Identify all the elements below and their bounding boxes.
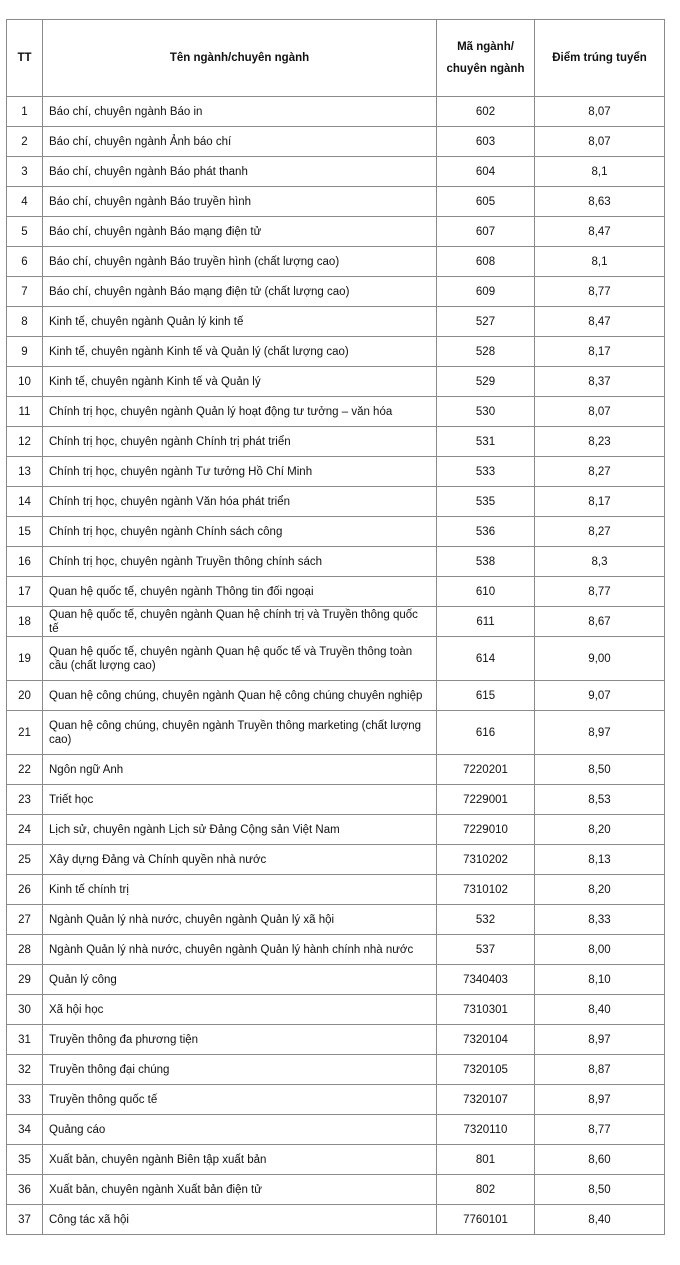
row-major-name: Chính trị học, chuyên ngành Tư tưởng Hồ Chí Minh [43, 457, 437, 487]
row-major-code: 7229010 [437, 815, 535, 845]
row-score: 9,00 [535, 637, 665, 681]
row-major-name: Chính trị học, chuyên ngành Quản lý hoạt động tư tưởng – văn hóa [43, 397, 437, 427]
table-row [7, 457, 665, 487]
row-score: 8,3 [535, 547, 665, 577]
table-row [7, 427, 665, 457]
row-major-name: Chính trị học, chuyên ngành Văn hóa phát triển [43, 487, 437, 517]
row-major-name: Báo chí, chuyên ngành Báo mạng điện tử (chất lượng cao) [43, 277, 437, 307]
row-number: 21 [7, 711, 43, 755]
table-row [7, 517, 665, 547]
row-major-name: Quảng cáo [43, 1115, 437, 1145]
row-number: 4 [7, 187, 43, 217]
row-major-code: 533 [437, 457, 535, 487]
row-number: 18 [7, 607, 43, 637]
table-row [7, 875, 665, 905]
row-score: 8,1 [535, 157, 665, 187]
row-major-code: 7220201 [437, 755, 535, 785]
header-name: Tên ngành/chuyên ngành [43, 20, 437, 97]
table-row [7, 711, 665, 755]
row-major-code: 537 [437, 935, 535, 965]
table-row [7, 397, 665, 427]
row-score: 8,47 [535, 217, 665, 247]
row-major-code: 531 [437, 427, 535, 457]
table-row [7, 1055, 665, 1085]
row-major-name: Báo chí, chuyên ngành Báo truyền hình (chất lượng cao) [43, 247, 437, 277]
table-row [7, 935, 665, 965]
table-row [7, 307, 665, 337]
row-major-name: Ngành Quản lý nhà nước, chuyên ngành Quản lý xã hội [43, 905, 437, 935]
row-score: 8,27 [535, 517, 665, 547]
table-row [7, 1175, 665, 1205]
table-row [7, 97, 665, 127]
row-major-name: Truyền thông quốc tế [43, 1085, 437, 1115]
row-major-name: Báo chí, chuyên ngành Báo mạng điện tử [43, 217, 437, 247]
row-number: 37 [7, 1205, 43, 1235]
row-number: 9 [7, 337, 43, 367]
admission-scores-table-container [6, 19, 665, 1235]
row-score: 8,27 [535, 457, 665, 487]
row-score: 8,97 [535, 711, 665, 755]
header-code [437, 20, 535, 97]
table-row [7, 815, 665, 845]
row-major-name: Kinh tế chính trị [43, 875, 437, 905]
row-number: 19 [7, 637, 43, 681]
header-score: Điểm trúng tuyển [535, 20, 665, 97]
row-major-name: Báo chí, chuyên ngành Báo phát thanh [43, 157, 437, 187]
header-code-line1: Mã ngành/ [457, 41, 514, 53]
table-row [7, 1025, 665, 1055]
table-header-row [7, 20, 665, 97]
row-major-code: 605 [437, 187, 535, 217]
row-score: 8,07 [535, 97, 665, 127]
row-number: 3 [7, 157, 43, 187]
table-row [7, 1205, 665, 1235]
row-score: 8,50 [535, 1175, 665, 1205]
row-number: 2 [7, 127, 43, 157]
table-row [7, 487, 665, 517]
row-number: 13 [7, 457, 43, 487]
table-row [7, 247, 665, 277]
row-major-name: Công tác xã hội [43, 1205, 437, 1235]
row-score: 8,53 [535, 785, 665, 815]
row-number: 33 [7, 1085, 43, 1115]
row-major-code: 536 [437, 517, 535, 547]
row-major-code: 7320107 [437, 1085, 535, 1115]
table-body [7, 97, 665, 1235]
row-number: 36 [7, 1175, 43, 1205]
row-score: 8,63 [535, 187, 665, 217]
table-row [7, 187, 665, 217]
row-score: 8,23 [535, 427, 665, 457]
row-number: 7 [7, 277, 43, 307]
table-row [7, 217, 665, 247]
row-number: 24 [7, 815, 43, 845]
row-major-name: Chính trị học, chuyên ngành Chính trị phát triển [43, 427, 437, 457]
row-number: 31 [7, 1025, 43, 1055]
row-number: 17 [7, 577, 43, 607]
row-major-name: Kinh tế, chuyên ngành Kinh tế và Quản lý [43, 367, 437, 397]
row-major-code: 608 [437, 247, 535, 277]
row-major-code: 7229001 [437, 785, 535, 815]
table-row [7, 905, 665, 935]
row-major-name: Xã hội học [43, 995, 437, 1025]
row-major-code: 530 [437, 397, 535, 427]
row-major-code: 611 [437, 607, 535, 637]
row-number: 14 [7, 487, 43, 517]
row-major-name: Báo chí, chuyên ngành Ảnh báo chí [43, 127, 437, 157]
table-row [7, 637, 665, 681]
row-major-code: 610 [437, 577, 535, 607]
row-number: 15 [7, 517, 43, 547]
table-row [7, 337, 665, 367]
header-tt: TT [7, 20, 43, 97]
row-major-name: Xuất bản, chuyên ngành Biên tập xuất bản [43, 1145, 437, 1175]
row-major-name: Truyền thông đa phương tiện [43, 1025, 437, 1055]
row-major-code: 614 [437, 637, 535, 681]
row-score: 8,97 [535, 1085, 665, 1115]
row-number: 34 [7, 1115, 43, 1145]
row-number: 35 [7, 1145, 43, 1175]
row-score: 8,1 [535, 247, 665, 277]
row-major-code: 609 [437, 277, 535, 307]
table-row [7, 785, 665, 815]
row-score: 8,87 [535, 1055, 665, 1085]
row-major-code: 801 [437, 1145, 535, 1175]
row-number: 16 [7, 547, 43, 577]
row-number: 29 [7, 965, 43, 995]
row-major-name: Chính trị học, chuyên ngành Chính sách công [43, 517, 437, 547]
row-number: 10 [7, 367, 43, 397]
row-major-name: Chính trị học, chuyên ngành Truyền thông chính sách [43, 547, 437, 577]
row-number: 1 [7, 97, 43, 127]
row-major-name: Quan hệ quốc tế, chuyên ngành Quan hệ chính trị và Truyền thông quốc tế [43, 607, 437, 637]
row-major-name: Kinh tế, chuyên ngành Quản lý kinh tế [43, 307, 437, 337]
row-score: 8,40 [535, 1205, 665, 1235]
row-score: 8,37 [535, 367, 665, 397]
table-row [7, 367, 665, 397]
row-major-code: 603 [437, 127, 535, 157]
row-score: 9,07 [535, 681, 665, 711]
row-score: 8,17 [535, 487, 665, 517]
row-major-name: Quan hệ công chúng, chuyên ngành Truyền thông marketing (chất lượng cao) [43, 711, 437, 755]
row-major-code: 538 [437, 547, 535, 577]
row-major-name: Ngành Quản lý nhà nước, chuyên ngành Quản lý hành chính nhà nước [43, 935, 437, 965]
table-row [7, 277, 665, 307]
row-score: 8,17 [535, 337, 665, 367]
row-number: 12 [7, 427, 43, 457]
row-score: 8,13 [535, 845, 665, 875]
row-score: 8,60 [535, 1145, 665, 1175]
row-score: 8,77 [535, 577, 665, 607]
row-major-name: Quan hệ quốc tế, chuyên ngành Thông tin đối ngoại [43, 577, 437, 607]
row-major-code: 528 [437, 337, 535, 367]
row-score: 8,33 [535, 905, 665, 935]
header-code-line2: chuyên ngành [446, 63, 525, 75]
row-score: 8,07 [535, 397, 665, 427]
row-number: 22 [7, 755, 43, 785]
row-number: 11 [7, 397, 43, 427]
row-major-code: 802 [437, 1175, 535, 1205]
row-major-code: 7340403 [437, 965, 535, 995]
row-major-code: 604 [437, 157, 535, 187]
table-row [7, 547, 665, 577]
row-major-code: 7760101 [437, 1205, 535, 1235]
admission-scores-table [6, 19, 665, 1235]
table-row [7, 1145, 665, 1175]
row-major-code: 7310202 [437, 845, 535, 875]
table-row [7, 755, 665, 785]
row-major-code: 7310301 [437, 995, 535, 1025]
row-score: 8,50 [535, 755, 665, 785]
row-number: 28 [7, 935, 43, 965]
row-score: 8,07 [535, 127, 665, 157]
row-major-code: 532 [437, 905, 535, 935]
row-major-name: Triết học [43, 785, 437, 815]
row-number: 20 [7, 681, 43, 711]
row-major-code: 535 [437, 487, 535, 517]
row-score: 8,40 [535, 995, 665, 1025]
table-row [7, 681, 665, 711]
row-number: 5 [7, 217, 43, 247]
row-major-name: Quan hệ quốc tế, chuyên ngành Quan hệ quốc tế và Truyền thông toàn cầu (chất lượng cao) [43, 637, 437, 681]
row-score: 8,47 [535, 307, 665, 337]
row-number: 26 [7, 875, 43, 905]
row-major-code: 607 [437, 217, 535, 247]
row-number: 8 [7, 307, 43, 337]
table-row [7, 995, 665, 1025]
table-row [7, 607, 665, 637]
row-major-name: Báo chí, chuyên ngành Báo truyền hình [43, 187, 437, 217]
row-major-code: 602 [437, 97, 535, 127]
row-score: 8,97 [535, 1025, 665, 1055]
table-row [7, 845, 665, 875]
row-major-name: Báo chí, chuyên ngành Báo in [43, 97, 437, 127]
row-major-name: Kinh tế, chuyên ngành Kinh tế và Quản lý (chất lượng cao) [43, 337, 437, 367]
row-major-name: Ngôn ngữ Anh [43, 755, 437, 785]
row-major-name: Lịch sử, chuyên ngành Lịch sử Đảng Cộng sản Việt Nam [43, 815, 437, 845]
row-major-name: Xuất bản, chuyên ngành Xuất bản điện tử [43, 1175, 437, 1205]
row-major-code: 7320110 [437, 1115, 535, 1145]
row-major-code: 7320104 [437, 1025, 535, 1055]
row-number: 30 [7, 995, 43, 1025]
row-major-code: 7310102 [437, 875, 535, 905]
table-row [7, 1115, 665, 1145]
row-score: 8,10 [535, 965, 665, 995]
row-score: 8,20 [535, 875, 665, 905]
row-major-name: Xây dựng Đảng và Chính quyền nhà nước [43, 845, 437, 875]
table-row [7, 1085, 665, 1115]
row-score: 8,67 [535, 607, 665, 637]
row-number: 32 [7, 1055, 43, 1085]
row-major-code: 527 [437, 307, 535, 337]
row-major-code: 616 [437, 711, 535, 755]
row-number: 23 [7, 785, 43, 815]
row-major-code: 7320105 [437, 1055, 535, 1085]
table-row [7, 965, 665, 995]
table-row [7, 157, 665, 187]
row-major-code: 615 [437, 681, 535, 711]
row-number: 27 [7, 905, 43, 935]
table-row [7, 127, 665, 157]
row-score: 8,77 [535, 1115, 665, 1145]
row-score: 8,00 [535, 935, 665, 965]
row-major-name: Truyền thông đại chúng [43, 1055, 437, 1085]
row-major-name: Quan hệ công chúng, chuyên ngành Quan hệ công chúng chuyên nghiệp [43, 681, 437, 711]
row-major-code: 529 [437, 367, 535, 397]
row-score: 8,77 [535, 277, 665, 307]
row-score: 8,20 [535, 815, 665, 845]
row-number: 6 [7, 247, 43, 277]
row-major-name: Quản lý công [43, 965, 437, 995]
table-row [7, 577, 665, 607]
row-number: 25 [7, 845, 43, 875]
